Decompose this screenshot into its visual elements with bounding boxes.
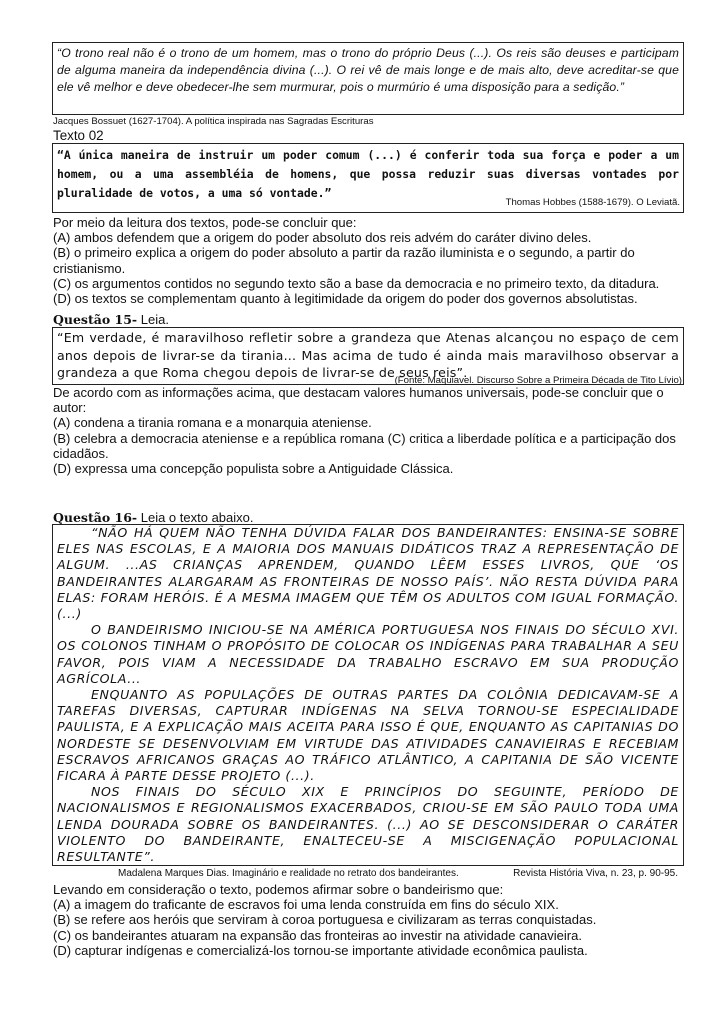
texto02-quote: “A única maneira de instruir um poder comum (...) é conferir toda sua força e poder a um homem, ou a uma assembléia de homens, que possa reduzir suas diversas vontades por pluralidade de votos, a uma só vontade.” <box>57 148 679 200</box>
question16-quote-box <box>52 524 684 866</box>
question16-option-c[interactable]: (C) os bandeirantes atuaram na expansão das fronteiras ao investir na atividade canavieira. <box>53 927 582 943</box>
question15-header <box>53 312 683 327</box>
question16-option-b[interactable]: (B) se refere aos heróis que serviram à coroa portuguesa e civilizaram as terras conquistadas. <box>53 912 597 928</box>
question16-title: Questão 16- <box>53 510 138 525</box>
question14-option-b[interactable]: (B) o primeiro explica a origem do poder absoluto a partir da razão iluminista e o segundo, a partir do cristianismo. <box>53 245 635 276</box>
question16-paragraph-3: ENQUANTO AS POPULAÇÕES DE OUTRAS PARTES DA COLÔNIA DEDICAVAM-SE A TAREFAS DIVERSAS, CAPTURAR INDÍGENAS NA SELVA TORNOU-SE ESPECIALIDADE PAULISTA, E A EXPLICAÇÃO MAIS ACEITA PARA ISSO É QUE, ENQUANTO AS CAPITANIAS DO NORDESTE SE DESENVOLVIAM EM VIRTUDE DAS ATIVIDADES CANAVIEIRAS E RECEBIAM ESCRAVOS AFRICANOS GRAÇAS AO TRÁFICO ATLÂNTICO, A CAPITANIA DE SÃO VICENTE FICARA À PARTE DESSE PROJETO (...). <box>57 687 679 784</box>
question15-source: (Fonte: Maquiavel. Discurso Sobre a Primeira Década de Tito Lívio) <box>394 375 682 386</box>
texto02-heading: Texto 02 <box>53 128 104 143</box>
question15-option-c-cont[interactable]: cidadãos. <box>53 445 109 461</box>
question15-option-a[interactable]: (A) condena a tirania romana e a monarquia ateniense. <box>53 415 372 431</box>
question16-header <box>53 510 683 525</box>
question14-option-d[interactable]: (D) os textos se complementam quanto à legitimidade da origem do poder dos governos absolutistas. <box>53 291 638 307</box>
question16-paragraph-1: “NÃO HÁ QUEM NÃO TENHA DÚVIDA FALAR DOS BANDEIRANTES: ENSINA-SE SOBRE ELES NAS ESCOLAS, E A MAIORIA DOS MANUAIS DIDÁTICOS TRAZ A REPRESENTAÇÃO DE ALGUM. ...AS CRIANÇAS APRENDEM, QUANDO LÊEM ESSES LIVROS, QUE ‘OS BANDEIRANTES ALARGARAM AS FRONTEIRAS DE NOSSO PAÍS’. NÃO RESTA DÚVIDA PARA ELAS: FORAM HERÓIS. É A MESMA IMAGEM QUE TÊM OS ADULTOS COM IGUAL FORMAÇÃO. (...) <box>57 525 679 622</box>
question15-title: Questão 15- <box>53 312 138 327</box>
question16-paragraph-2: O BANDEIRISMO INICIOU-SE NA AMÉRICA PORTUGUESA NOS FINAIS DO SÉCULO XVI. OS COLONOS TINHAM O PROPÓSITO DE COLOCAR OS INDÍGENAS PARA TRABALHAR A SEU FAVOR, POIS VIAM A NECESSIDADE DA TRABALHO ESCRAVO EM SUA PRODUÇÃO AGRÍCOLA... <box>57 622 679 686</box>
question16-source-author: Madalena Marques Dias. Imaginário e realidade no retrato dos bandeirantes. <box>118 868 459 879</box>
question14 <box>53 215 683 306</box>
question16-option-d[interactable]: (D) capturar indígenas e comercializá-los tornou-se importante atividade econômica paulista. <box>53 942 588 958</box>
texto02-source: Thomas Hobbes (1588-1679). O Leviatã. <box>505 197 680 208</box>
question15-stem: De acordo com as informações acima, que destacam valores humanos universais, pode-se concluir que o autor: <box>53 385 664 416</box>
question14-option-c[interactable]: (C) os argumentos contidos no segundo texto são a base da democracia e no primeiro texto, da ditadura. <box>53 275 660 291</box>
question15-instruction: Leia. <box>137 312 169 327</box>
question14-option-a[interactable]: (A) ambos defendem que a origem do poder absoluto dos reis advém do caráter divino deles. <box>53 230 592 246</box>
texto01-quote-box <box>52 42 684 115</box>
question16-source-journal: Revista História Viva, n. 23, p. 90-95. <box>513 868 678 879</box>
question16-body <box>53 882 683 958</box>
question16-stem: Levando em consideração o texto, podemos afirmar sobre o bandeirismo que: <box>53 882 504 897</box>
texto01-quote: “O trono real não é o trono de um homem, mas o trono do próprio Deus (...). Os reis são deuses e participam de alguma maneira da independência divina (...). O rei vê de mais longe e de mais alto, deve acreditar-se que ele vê melhor e deve obedecer-lhe sem murmurar, pois o murmúrio é uma disposição para a sedição.” <box>57 46 679 94</box>
question15-option-d[interactable]: (D) expressa uma concepção populista sobre a Antiguidade Clássica. <box>53 461 454 477</box>
question15-quote: “Em verdade, é maravilhoso refletir sobre a grandeza que Atenas alcançou no espaço de cem anos depois de livrar-se da tirania... Mas acima de tudo é ainda mais maravilhoso observar a grandeza a que Roma chegou depois de livrar-se de seus reis”. <box>57 330 679 381</box>
question15-option-b[interactable]: (B) celebra a democracia ateniense e a república romana (C) critica a liberdade política e a participação dos <box>53 430 676 446</box>
texto01-source: Jacques Bossuet (1627-1704). A política inspirada nas Sagradas Escrituras <box>53 116 374 127</box>
question16-paragraph-4: NOS FINAIS DO SÉCULO XIX E PRINCÍPIOS DO SEGUINTE, PERÍODO DE NACIONALISMOS E REGIONALISMOS EXACERBADOS, CRIOU-SE EM SÃO PAULO TODA UMA LENDA DOURADA SOBRE OS BANDEIRANTES. (...) AO SE DESCONSIDERAR O CARÁTER VIOLENTO DO BANDEIRANTE, ENALTECEU-SE A MISCIGENAÇÃO POPULACIONAL RESULTANTE”. <box>57 784 679 865</box>
question14-stem: Por meio da leitura dos textos, pode-se concluir que: <box>53 215 357 230</box>
question16-instruction: Leia o texto abaixo. <box>137 510 254 525</box>
question16-option-a[interactable]: (A) a imagem do traficante de escravos foi uma lenda construída em fins do século XIX. <box>53 897 559 913</box>
question15-body <box>53 385 683 476</box>
